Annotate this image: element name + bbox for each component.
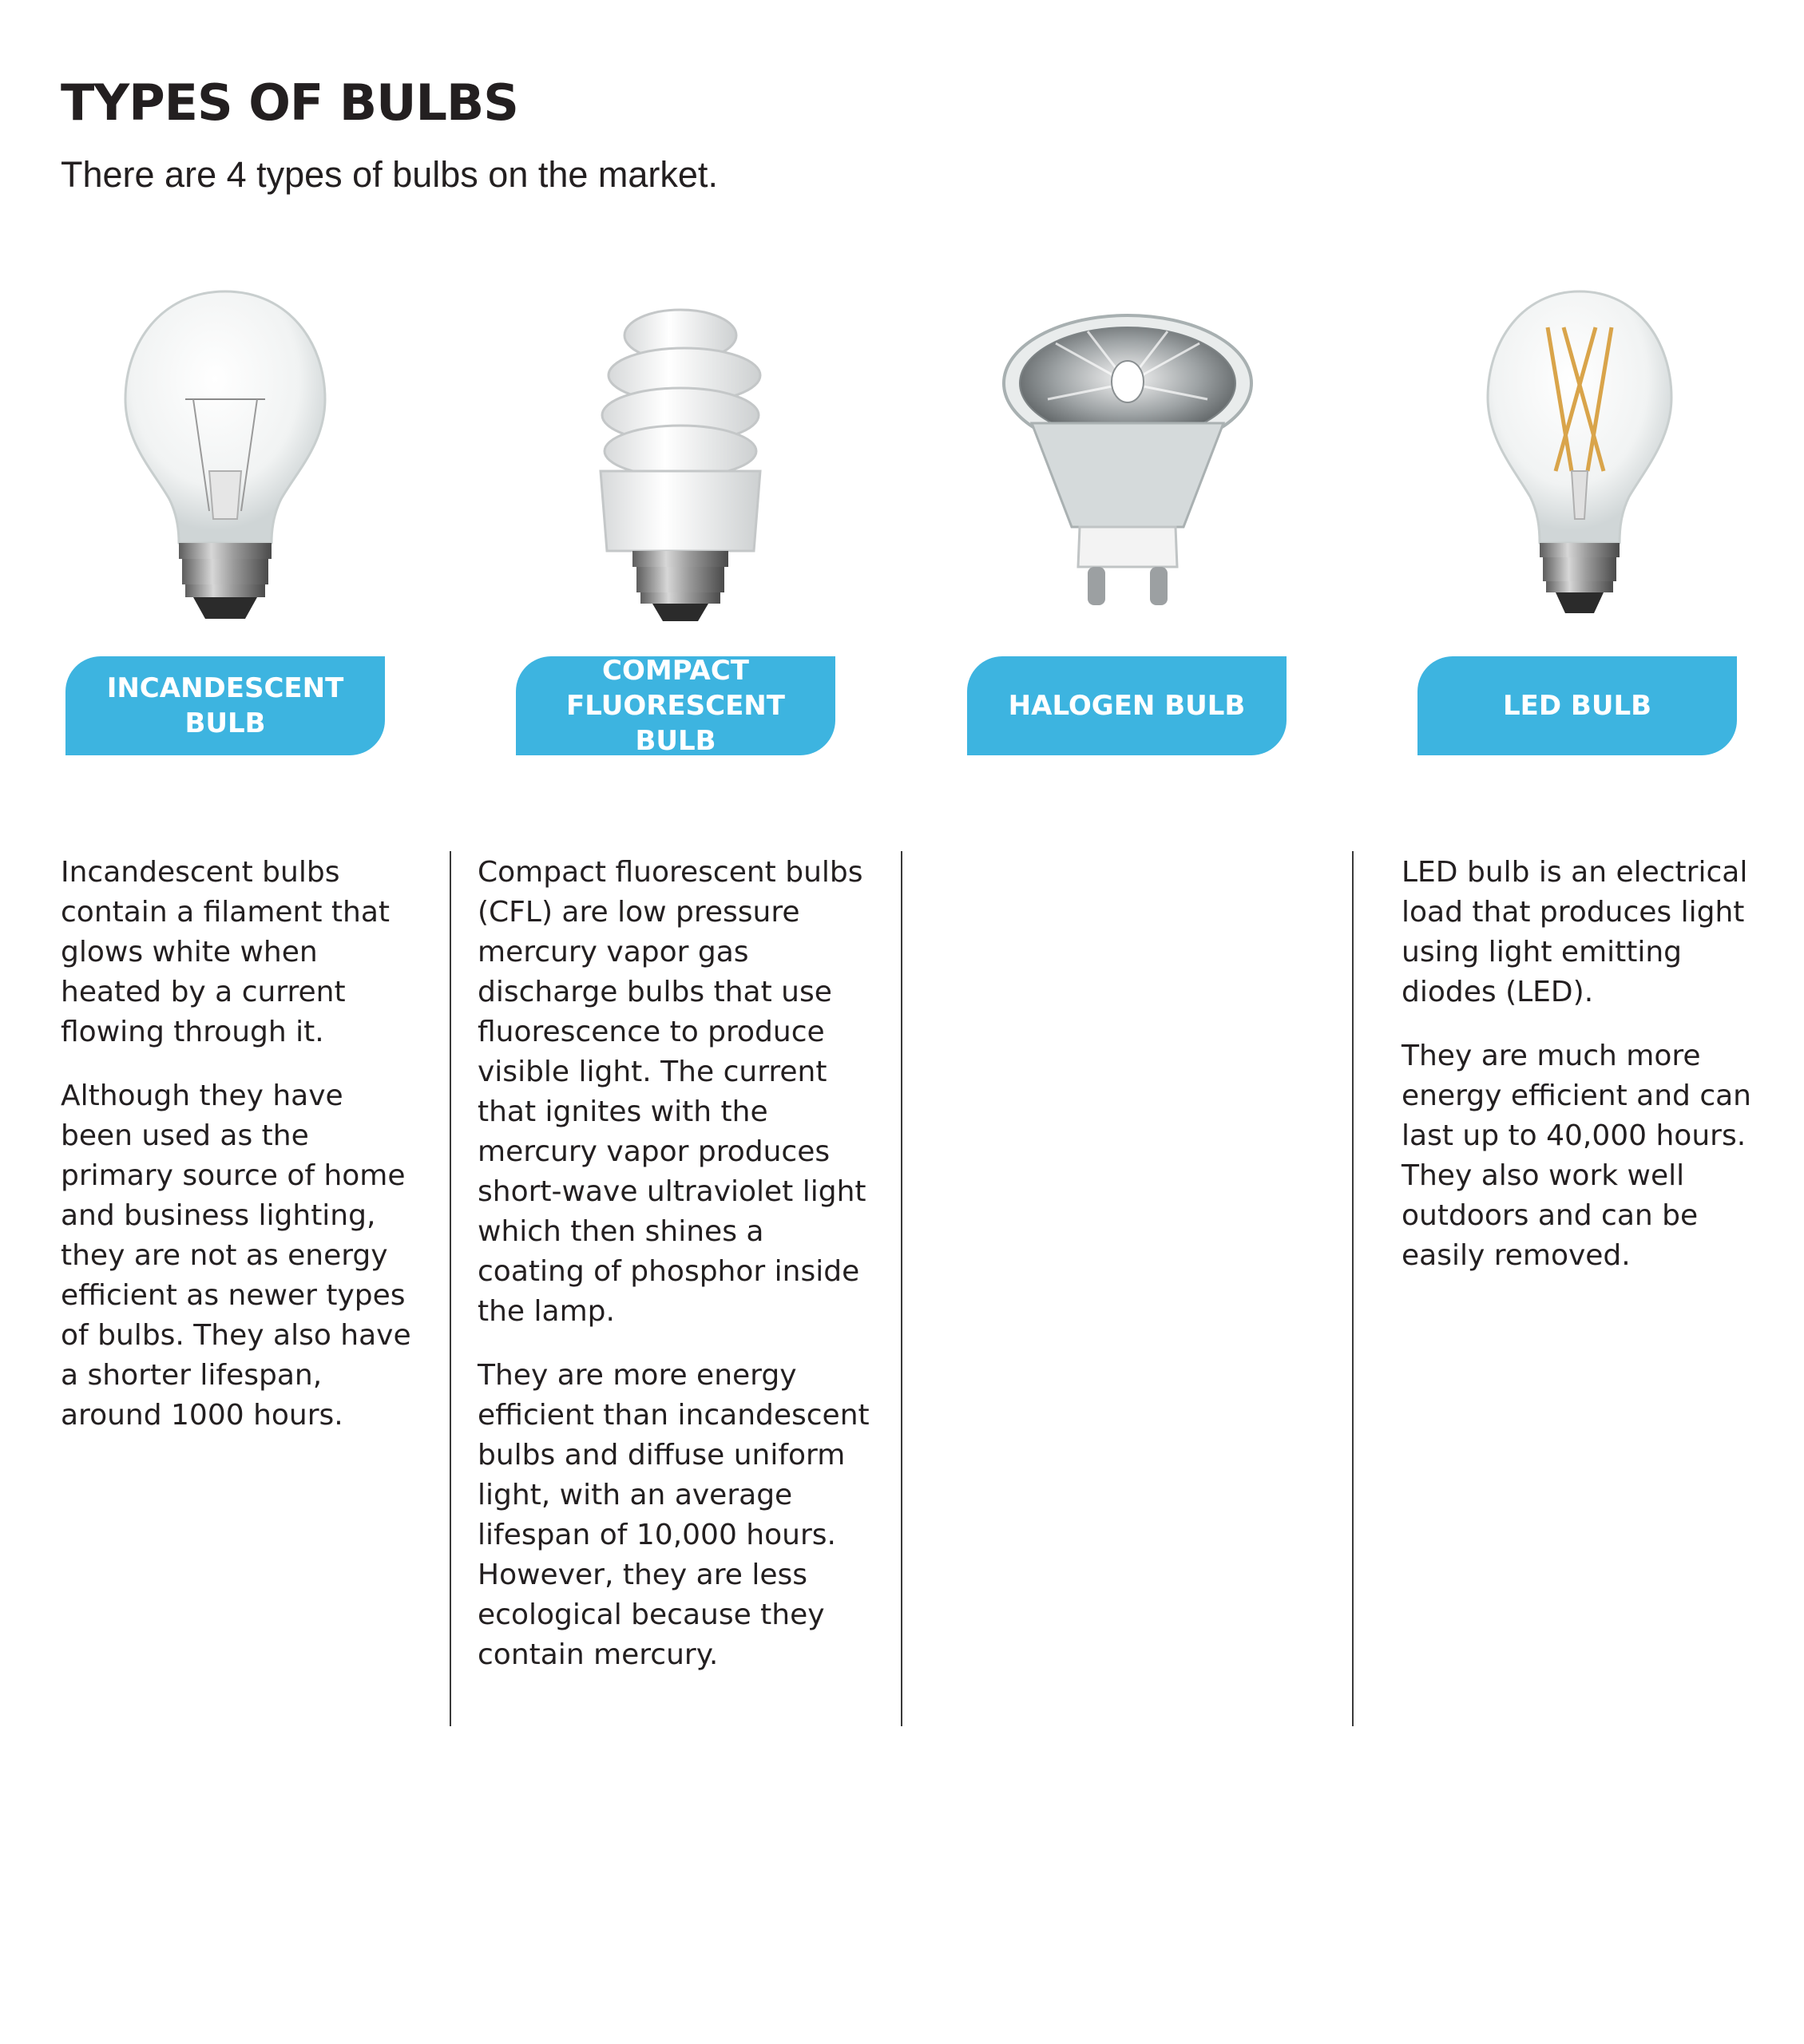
incandescent-bulb-image xyxy=(65,279,385,631)
label-led xyxy=(1417,656,1737,755)
description-paragraph: They are more energy efficient than incandescent bulbs and diffuse uniform light, with an average lifespan of 10,000 hours. However, they are less ecological because they contain mercury. xyxy=(478,1359,870,1671)
column-divider xyxy=(1352,851,1354,1726)
label-cfl xyxy=(516,656,835,755)
led-description xyxy=(1402,853,1753,1300)
column-divider xyxy=(901,851,902,1726)
description-paragraph: Compact fluorescent bulbs (CFL) are low pressure mercury vapor gas discharge bulbs that use fluorescence to produce visible light. The current that ignites with the mercury vapor produces short-wave ultraviolet light which then shines a coating of phosphor inside the lamp. xyxy=(478,856,866,1328)
description-paragraph: Although they have been used as the primary source of home and business lighting, they are not as energy efficient as newer types of bulbs. They also have a shorter lifespan, around 1000 hours. xyxy=(61,1079,411,1432)
page-subtitle: There are 4 types of bulbs on the market. xyxy=(61,154,718,195)
description-paragraph: Incandescent bulbs contain a filament that glows white when heated by a current flowing through it. xyxy=(61,856,391,1048)
label-halogen xyxy=(967,656,1287,755)
description-paragraph: LED bulb is an electrical load that produces light using light emitting diodes (LED). xyxy=(1402,856,1748,1008)
description-paragraph: They are much more energy efficient and can last up to 40,000 hours. They also work well outdoors and can be easily removed. xyxy=(1402,1040,1751,1272)
label-led-text: LED BULB xyxy=(1502,690,1652,722)
cfl-bulb-image xyxy=(521,279,840,631)
column-divider xyxy=(450,851,451,1726)
label-halogen-text: HALOGEN BULB xyxy=(1008,690,1246,722)
halogen-bulb-image xyxy=(968,279,1287,631)
cfl-description xyxy=(478,853,877,1699)
label-incandescent xyxy=(65,656,385,755)
label-cfl-text: COMPACT FLUORESCENT BULB xyxy=(566,655,785,757)
label-incandescent-text: INCANDESCENT BULB xyxy=(106,672,344,739)
incandescent-description xyxy=(61,853,416,1460)
page-title: TYPES OF BULBS xyxy=(61,73,518,132)
led-bulb-image xyxy=(1420,279,1739,631)
